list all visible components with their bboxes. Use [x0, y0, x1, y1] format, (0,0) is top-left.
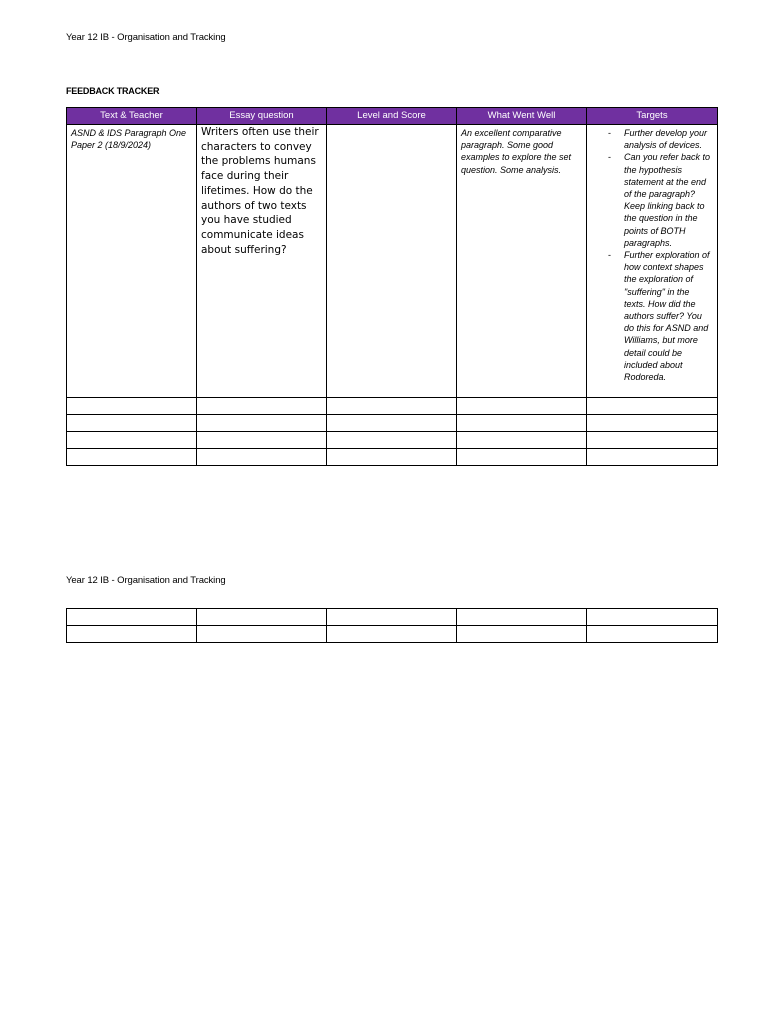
empty-cell: [197, 398, 327, 415]
table-row: [67, 125, 718, 398]
page-header: Year 12 IB - Organisation and Tracking: [66, 32, 226, 43]
empty-cell: [197, 432, 327, 449]
empty-cell: [67, 432, 197, 449]
empty-cell: [67, 415, 197, 432]
target-text: Can you refer back to the hypothesis statement at the end of the paragraph? Keep linking back to the question in the points of BOTH paragraphs.: [624, 152, 711, 248]
target-text: Further develop your analysis of devices.: [624, 128, 708, 151]
empty-cell: [327, 432, 457, 449]
empty-cell: [327, 626, 457, 643]
header-targets: Targets: [587, 108, 718, 125]
section-title: FEEDBACK TRACKER: [66, 86, 160, 96]
empty-cell: [197, 626, 327, 643]
empty-cell: [327, 398, 457, 415]
empty-cell: [67, 398, 197, 415]
empty-cell: [327, 449, 457, 466]
empty-cell: [327, 609, 457, 626]
empty-cell: [457, 626, 587, 643]
dash-bullet: -: [608, 250, 611, 261]
targets-list: [587, 125, 717, 383]
empty-cell: [67, 609, 197, 626]
table-row: [67, 609, 718, 626]
empty-cell: [457, 609, 587, 626]
header-level-score: Level and Score: [327, 108, 457, 125]
text-teacher-cell: ASND & IDS Paragraph One Paper 2 (18/9/2024): [67, 125, 197, 398]
dash-bullet: -: [608, 128, 611, 138]
empty-cell: [327, 415, 457, 432]
empty-cell: [587, 415, 718, 432]
table-header-row: [67, 108, 718, 125]
target-item: [587, 127, 711, 151]
empty-cell: [457, 398, 587, 415]
table-row: [67, 415, 718, 432]
essay-question-cell: Writers often use their characters to convey the problems humans face during their lifetimes. How do the authors of two texts you have studied communicate ideas about suffering?: [197, 125, 327, 398]
header-text-teacher: Text & Teacher: [67, 108, 197, 125]
table-row: [67, 432, 718, 449]
empty-cell: [587, 626, 718, 643]
empty-cell: [197, 415, 327, 432]
empty-cell: [457, 449, 587, 466]
level-score-cell: [327, 125, 457, 398]
empty-cell: [457, 432, 587, 449]
empty-cell: [587, 449, 718, 466]
table-row: [67, 398, 718, 415]
targets-cell: [587, 125, 718, 398]
dash-bullet: -: [608, 152, 611, 163]
empty-cell: [457, 415, 587, 432]
header-essay-question: Essay question: [197, 108, 327, 125]
target-item: [587, 151, 711, 249]
target-text: Further exploration of how context shapes the exploration of "suffering" in the texts. How did the authors suffer? You do this for ASND and Williams, but more detail could be included about Rodoreda.: [624, 250, 710, 383]
table-row: [67, 449, 718, 466]
header-what-went-well: What Went Well: [457, 108, 587, 125]
empty-cell: [587, 609, 718, 626]
empty-cell: [587, 398, 718, 415]
feedback-tracker-table: [66, 107, 718, 466]
table-row: [67, 626, 718, 643]
page-header: Year 12 IB - Organisation and Tracking: [66, 575, 226, 586]
continuation-table: [66, 608, 718, 643]
empty-cell: [197, 609, 327, 626]
empty-cell: [197, 449, 327, 466]
target-item: [587, 249, 711, 383]
what-went-well-cell: An excellent comparative paragraph. Some good examples to explore the set question. Some analysis.: [457, 125, 587, 398]
empty-cell: [67, 626, 197, 643]
empty-cell: [587, 432, 718, 449]
empty-cell: [67, 449, 197, 466]
